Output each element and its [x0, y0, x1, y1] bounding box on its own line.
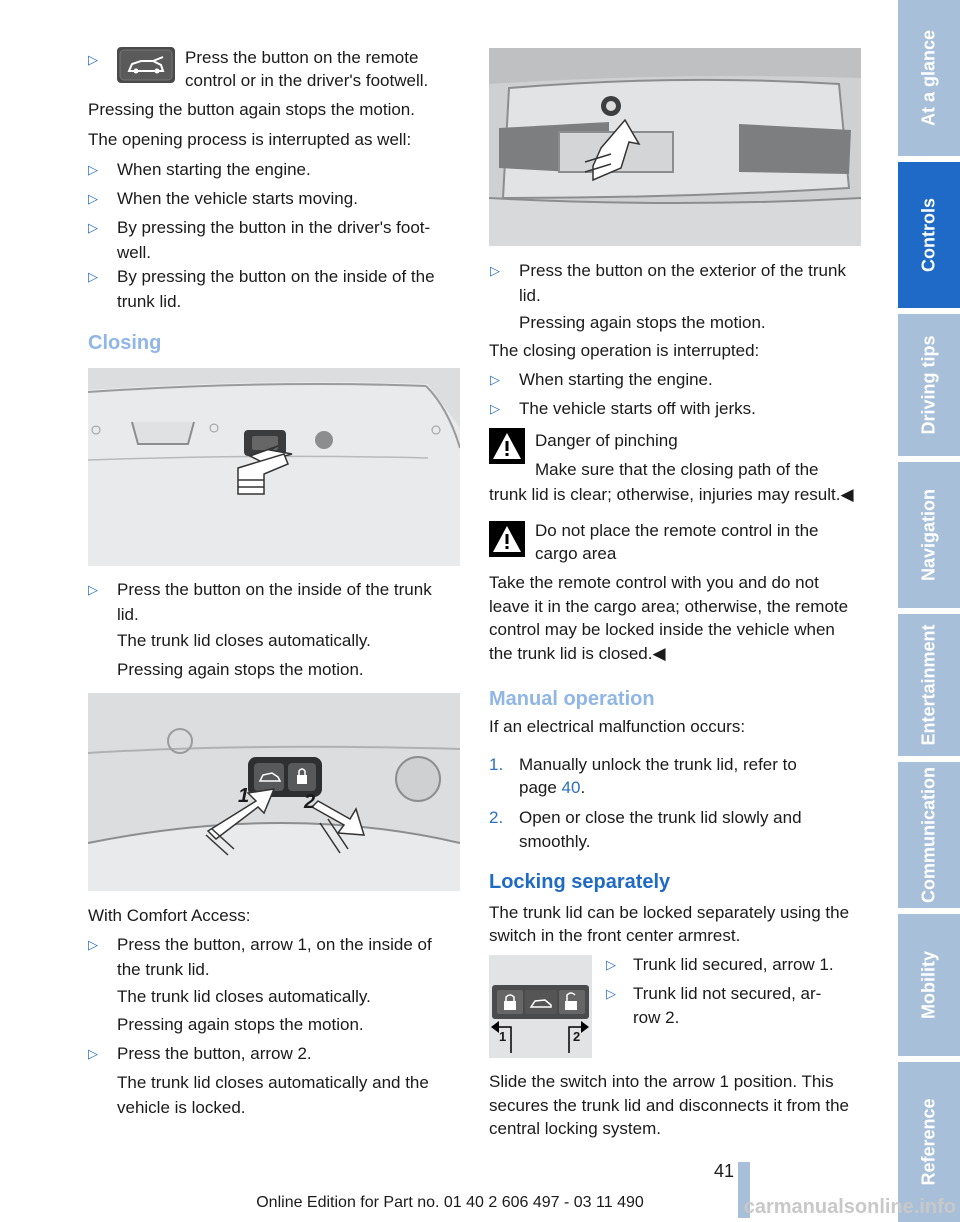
list-item: Pressing again stops the motion.	[519, 313, 766, 332]
list-item: When the vehicle starts moving.	[117, 189, 358, 208]
tab-label: Communication	[918, 766, 939, 904]
step-text: smoothly.	[519, 832, 591, 851]
tab-at-a-glance[interactable]	[898, 0, 960, 156]
paragraph: central locking system.	[489, 1119, 661, 1138]
page-number: 41	[713, 1161, 734, 1181]
trunk-inside-button-figure	[88, 368, 460, 566]
bullet: ▷	[88, 191, 98, 206]
remote-button-figure	[117, 47, 175, 83]
bullet: ▷	[88, 582, 98, 597]
list-item: lid.	[519, 286, 541, 305]
list-item: trunk lid.	[117, 292, 182, 311]
bullet: ▷	[490, 263, 500, 278]
paragraph: The opening process is interrupted as well:	[88, 130, 412, 149]
tab-label: Entertainment	[918, 624, 939, 746]
watermark: carmanualsonline.info	[743, 1196, 956, 1218]
tab-label: Reference	[918, 1098, 939, 1186]
list-item: vehicle is locked.	[117, 1098, 246, 1117]
tab-mobility[interactable]	[898, 914, 960, 1056]
paragraph: switch in the front center armrest.	[489, 926, 741, 945]
tab-controls[interactable]	[898, 162, 960, 308]
tab-entertainment[interactable]	[898, 614, 960, 756]
bullet: ▷	[88, 269, 98, 284]
locking-separately-heading: Locking separately	[489, 871, 671, 893]
warning-text: Make sure that the closing path of the	[535, 460, 819, 479]
bullet: ▷	[88, 937, 98, 952]
remote-text: control or in the driver's footwell.	[185, 71, 429, 90]
trunk-exterior-figure	[489, 48, 861, 246]
page-link[interactable]: 40	[561, 778, 581, 797]
tab-driving-tips[interactable]	[898, 314, 960, 456]
paragraph: The closing operation is interrupted:	[489, 341, 760, 360]
warning-text: the trunk lid is closed.◀	[489, 644, 666, 663]
tab-label: Navigation	[918, 488, 939, 582]
armrest-switch-figure	[489, 955, 592, 1058]
paragraph: If an electrical malfunction occurs:	[489, 717, 746, 736]
bullet: ▷	[490, 372, 500, 387]
step-number: 1.	[489, 755, 504, 774]
step-text-part: .	[580, 778, 586, 797]
list-item: well.	[117, 243, 152, 262]
warning-icon	[489, 428, 525, 469]
list-item: Press the button, arrow 1, on the inside of	[117, 935, 432, 954]
tab-label: Controls	[918, 198, 939, 272]
bullet: ▷	[88, 52, 98, 67]
bullet: ▷	[88, 162, 98, 177]
step-text: Open or close the trunk lid slowly and	[519, 808, 802, 827]
warning-title: Danger of pinching	[535, 431, 678, 450]
list-item: lid.	[117, 605, 139, 624]
car-trunk-icon	[117, 47, 175, 83]
warning-text: trunk lid is clear; otherwise, injuries may result.◀	[489, 485, 854, 504]
paragraph: Pressing the button again stops the motion.	[88, 100, 415, 119]
bullet: ▷	[606, 986, 616, 1001]
tab-label: Driving tips	[918, 335, 939, 435]
step-text-part: page	[519, 778, 562, 797]
list-item: row 2.	[633, 1008, 680, 1027]
step-text: Manually unlock the trunk lid, refer to	[519, 755, 797, 774]
step-text	[519, 775, 585, 800]
list-item: The trunk lid closes automatically and the	[117, 1073, 429, 1092]
list-item: Pressing again stops the motion.	[117, 1015, 364, 1034]
list-item: When starting the engine.	[519, 370, 713, 389]
list-item: The trunk lid closes automatically.	[117, 631, 371, 650]
bullet: ▷	[88, 220, 98, 235]
tab-label: At a glance	[918, 29, 939, 127]
arrow-label-1: 1	[238, 785, 250, 807]
paragraph: The trunk lid can be locked separately using the	[489, 903, 850, 922]
chapter-sidebar	[898, 0, 960, 1222]
paragraph: With Comfort Access:	[88, 906, 251, 925]
warning-text: control may be locked inside the vehicle when	[489, 620, 835, 639]
warning-text: leave it in the cargo area; otherwise, the remote	[489, 597, 849, 616]
warning-icon	[489, 521, 525, 562]
list-item: Press the button on the exterior of the trunk	[519, 261, 846, 280]
manual-operation-heading: Manual operation	[489, 688, 655, 710]
tab-label: Mobility	[918, 951, 939, 1019]
tab-navigation[interactable]	[898, 462, 960, 608]
list-item: the trunk lid.	[117, 960, 210, 979]
comfort-access-buttons-figure	[88, 693, 460, 891]
paragraph: Slide the switch into the arrow 1 position. This	[489, 1072, 834, 1091]
list-item: The trunk lid closes automatically.	[117, 987, 371, 1006]
list-item: By pressing the button in the driver's foot-	[117, 218, 431, 237]
list-item: Press the button, arrow 2.	[117, 1044, 312, 1063]
footer-edition: Online Edition for Part no. 01 40 2 606 497 - 03 11 490	[256, 1194, 644, 1211]
list-item: Pressing again stops the motion.	[117, 660, 364, 679]
warning-title: Do not place the remote control in the	[535, 521, 819, 540]
switch-arrow-label-2: 2	[573, 1029, 581, 1044]
closing-heading: Closing	[88, 332, 162, 354]
list-item: Trunk lid secured, arrow 1.	[633, 955, 834, 974]
bullet: ▷	[490, 401, 500, 416]
tab-communication[interactable]	[898, 762, 960, 908]
switch-arrow-label-1: 1	[499, 1029, 507, 1044]
remote-text: Press the button on the remote	[185, 48, 419, 67]
arrow-label-2: 2	[304, 791, 316, 813]
step-number: 2.	[489, 808, 504, 827]
list-item: Press the button on the inside of the trunk	[117, 580, 432, 599]
list-item: Trunk lid not secured, ar-	[633, 984, 822, 1003]
list-item: The vehicle starts off with jerks.	[519, 399, 756, 418]
paragraph: secures the trunk lid and disconnects it from the	[489, 1096, 850, 1115]
warning-title: cargo area	[535, 544, 617, 563]
list-item: When starting the engine.	[117, 160, 311, 179]
bullet: ▷	[606, 957, 616, 972]
bullet: ▷	[88, 1046, 98, 1061]
warning-text: Take the remote control with you and do not	[489, 573, 819, 592]
list-item: By pressing the button on the inside of the	[117, 267, 435, 286]
